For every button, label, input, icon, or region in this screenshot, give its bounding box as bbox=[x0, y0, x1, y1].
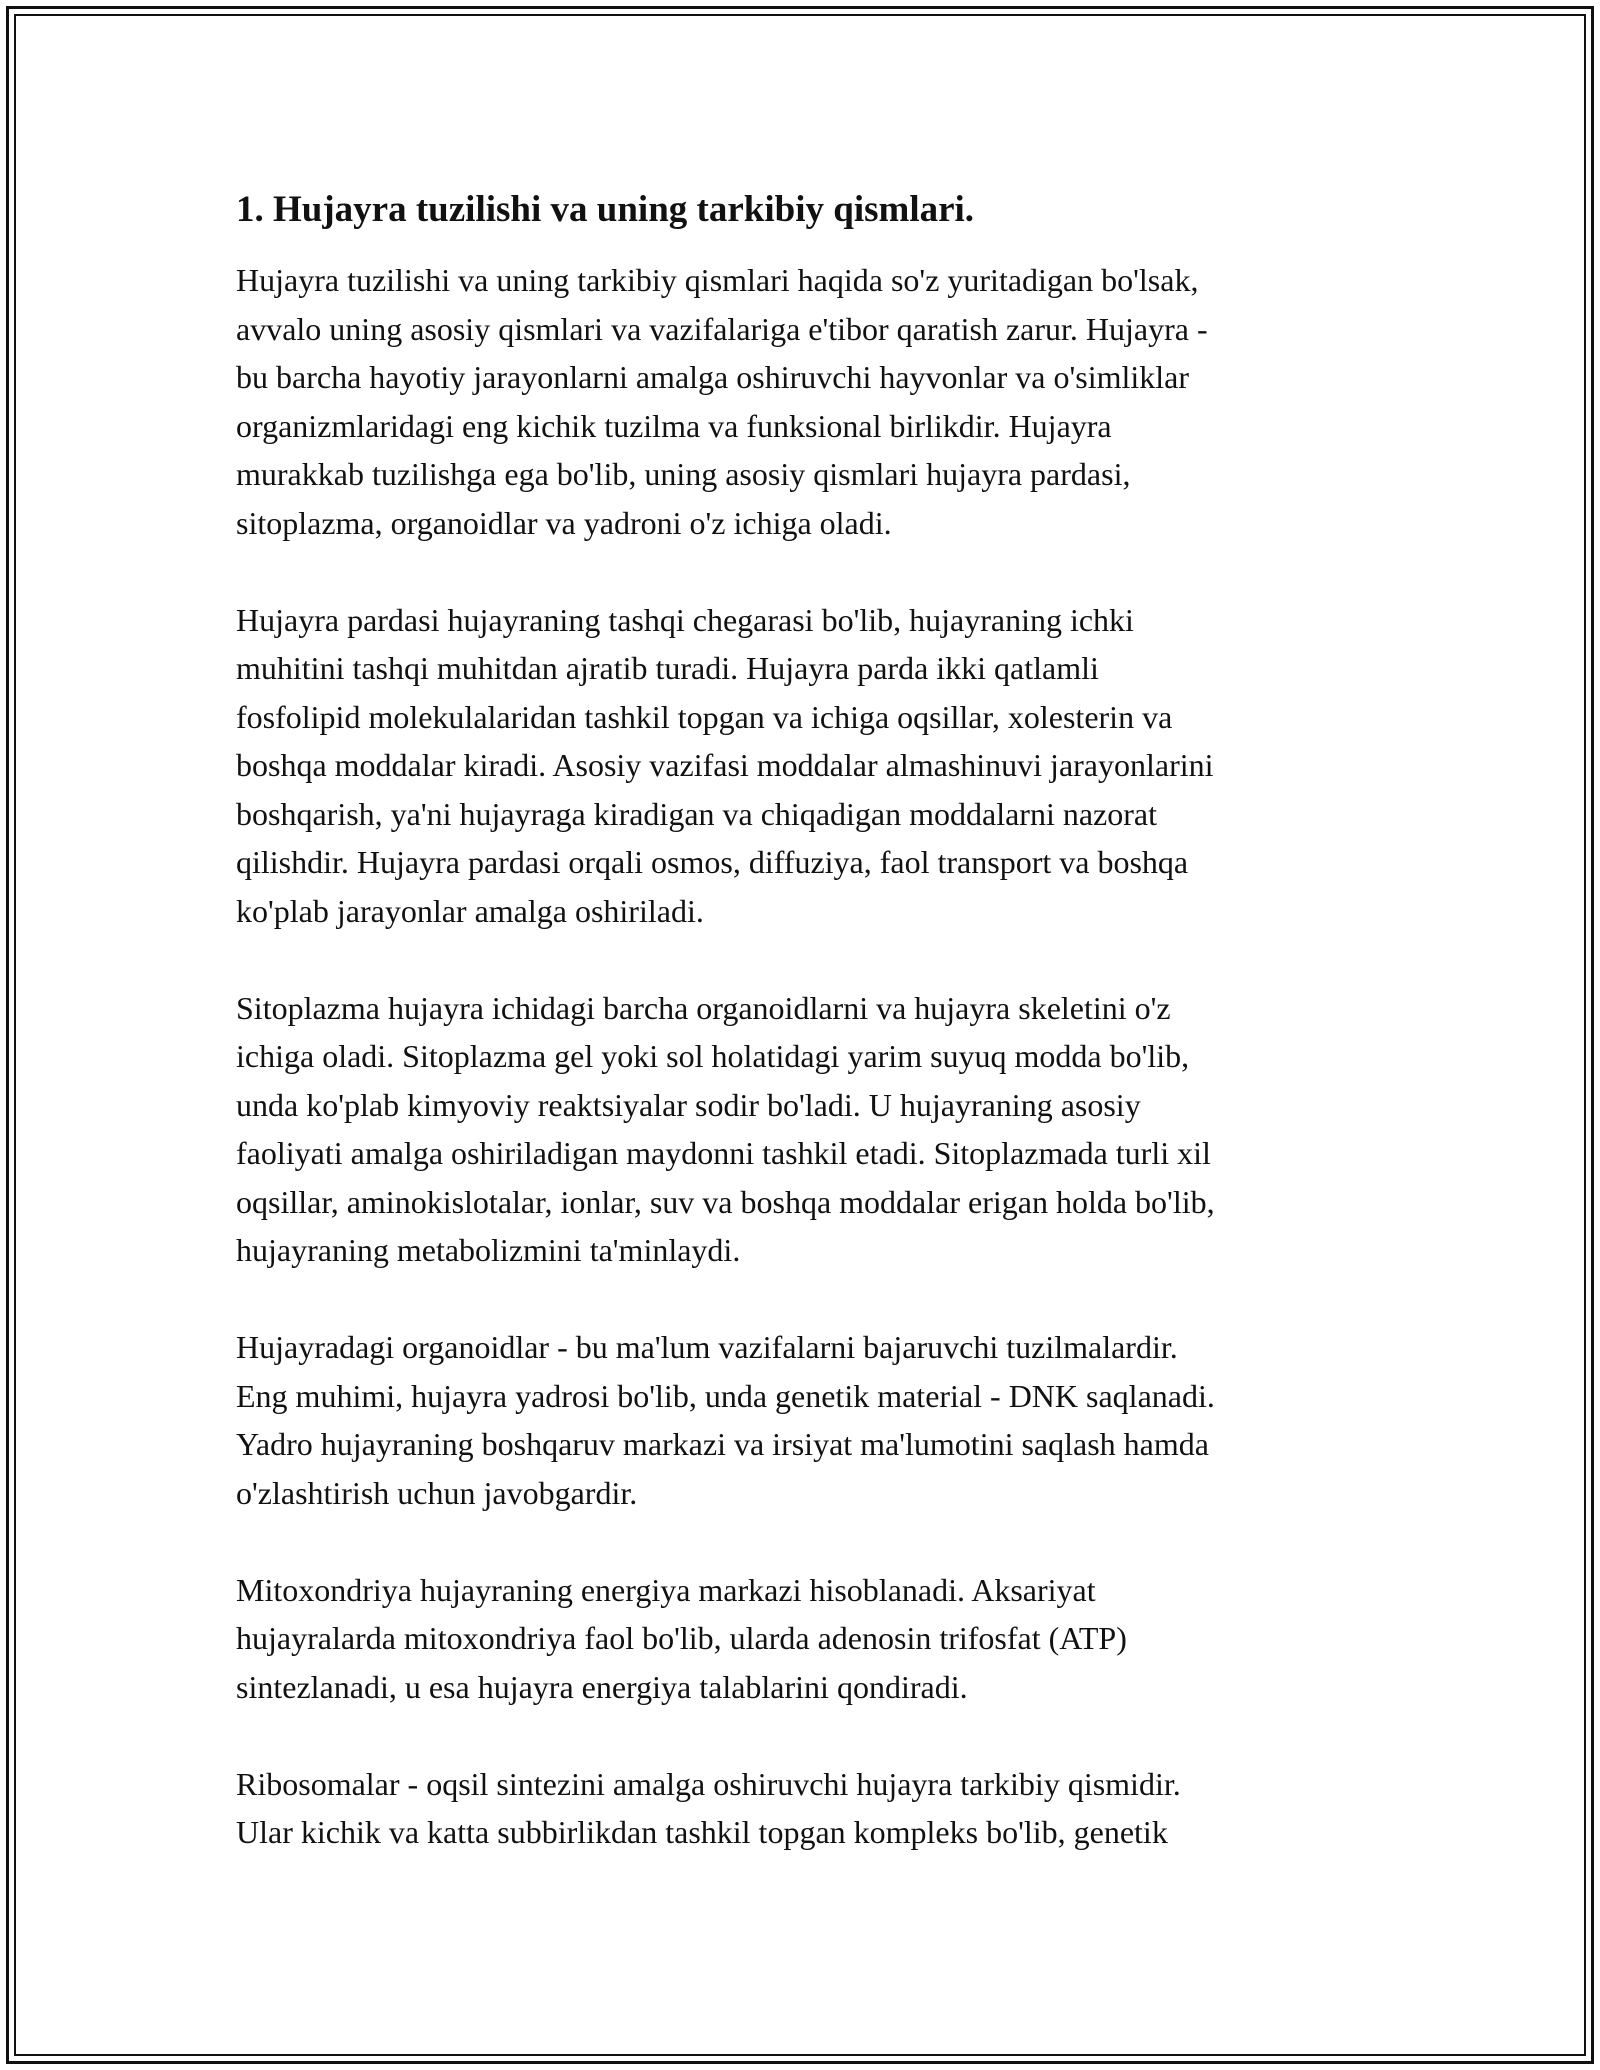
text-line: Hujayra pardasi hujayraning tashqi chegarasi bo'lib, hujayraning ichki bbox=[236, 601, 1134, 638]
text-line: boshqarish, ya'ni hujayraga kiradigan va chiqadigan moddalarni nazorat bbox=[236, 795, 1157, 832]
text-line: murakkab tuzilishga ega bo'lib, uning asosiy qismlari hujayra pardasi, bbox=[236, 456, 1131, 492]
text-line: sintezlanadi, u esa hujayra energiya talablarini qondiradi. bbox=[236, 1668, 968, 1705]
paragraph-organelles bbox=[236, 1323, 1376, 1517]
text-line: avvalo uning asosiy qismlari va vazifalariga e'tibor qaratish zarur. Hujayra - bbox=[236, 310, 1208, 347]
text-line: bu barcha hayotiy jarayonlarni amalga oshiruvchi hayvonlar va o'simliklar bbox=[236, 359, 1190, 395]
paragraph-cell-structure bbox=[236, 256, 1376, 547]
text-line: Hujayra tuzilishi va uning tarkibiy qismlari haqida so'z yuritadigan bo'lsak, bbox=[236, 262, 1199, 298]
text-line: hujayralarda mitoxondriya faol bo'lib, ularda adenosin trifosfat (ATP) bbox=[236, 1620, 1127, 1656]
text-line: ichiga oladi. Sitoplazma gel yoki sol holatidagi yarim suyuq modda bo'lib, bbox=[236, 1038, 1190, 1074]
text-line: Ular kichik va katta subbirlikdan tashkil topgan kompleks bo'lib, genetik bbox=[236, 1814, 1168, 1850]
paragraph-cell-membrane bbox=[236, 596, 1376, 936]
text-line: Yadro hujayraning boshqaruv markazi va irsiyat ma'lumotini saqlash hamda bbox=[236, 1426, 1209, 1462]
paragraph-ribosomes bbox=[236, 1760, 1376, 1857]
text-line: hujayraning metabolizmini ta'minlaydi. bbox=[236, 1232, 741, 1268]
text-line: Ribosomalar - oqsil sintezini amalga oshiruvchi hujayra tarkibiy qismidir. bbox=[236, 1765, 1181, 1802]
text-line: fosfolipid molekulalaridan tashkil topgan va ichiga oqsillar, xolesterin va bbox=[236, 698, 1173, 735]
section-heading: 1. Hujayra tuzilishi va uning tarkibiy qismlari. bbox=[236, 189, 975, 230]
text-line: sitoplazma, organoidlar va yadroni o'z ichiga oladi. bbox=[236, 504, 892, 541]
text-line: Mitoxondriya hujayraning energiya markazi hisoblanadi. Aksariyat bbox=[236, 1571, 1096, 1608]
text-line: faoliyati amalga oshiriladigan maydonni tashkil etadi. Sitoplazmada turli xil bbox=[236, 1135, 1211, 1171]
text-line: organizmlaridagi eng kichik tuzilma va funksional birlikdir. Hujayra bbox=[236, 407, 1112, 444]
text-line: Eng muhimi, hujayra yadrosi bo'lib, unda genetik material - DNK saqlanadi. bbox=[236, 1377, 1215, 1414]
text-line: Hujayradagi organoidlar - bu ma'lum vazifalarni bajaruvchi tuzilmalardir. bbox=[236, 1329, 1178, 1365]
text-line: oqsillar, aminokislotalar, ionlar, suv va boshqa moddalar erigan holda bo'lib, bbox=[236, 1183, 1215, 1220]
text-line: ko'plab jarayonlar amalga oshiriladi. bbox=[236, 892, 704, 929]
text-line: qilishdir. Hujayra pardasi orqali osmos, diffuziya, faol transport va boshqa bbox=[236, 844, 1189, 880]
text-line: unda ko'plab kimyoviy reaktsiyalar sodir bo'ladi. U hujayraning asosiy bbox=[236, 1086, 1141, 1123]
document-body bbox=[236, 186, 1376, 1905]
text-line: muhitini tashqi muhitdan ajratib turadi. Hujayra parda ikki qatlamli bbox=[236, 650, 1099, 686]
text-line: boshqa moddalar kiradi. Asosiy vazifasi moddalar almashinuvi jarayonlarini bbox=[236, 747, 1214, 783]
paragraph-mitochondria bbox=[236, 1566, 1376, 1712]
text-line: o'zlashtirish uchun javobgardir. bbox=[236, 1474, 638, 1511]
text-line: Sitoplazma hujayra ichidagi barcha organoidlarni va hujayra skeletini o'z bbox=[236, 989, 1171, 1026]
paragraph-cytoplasm bbox=[236, 984, 1376, 1275]
